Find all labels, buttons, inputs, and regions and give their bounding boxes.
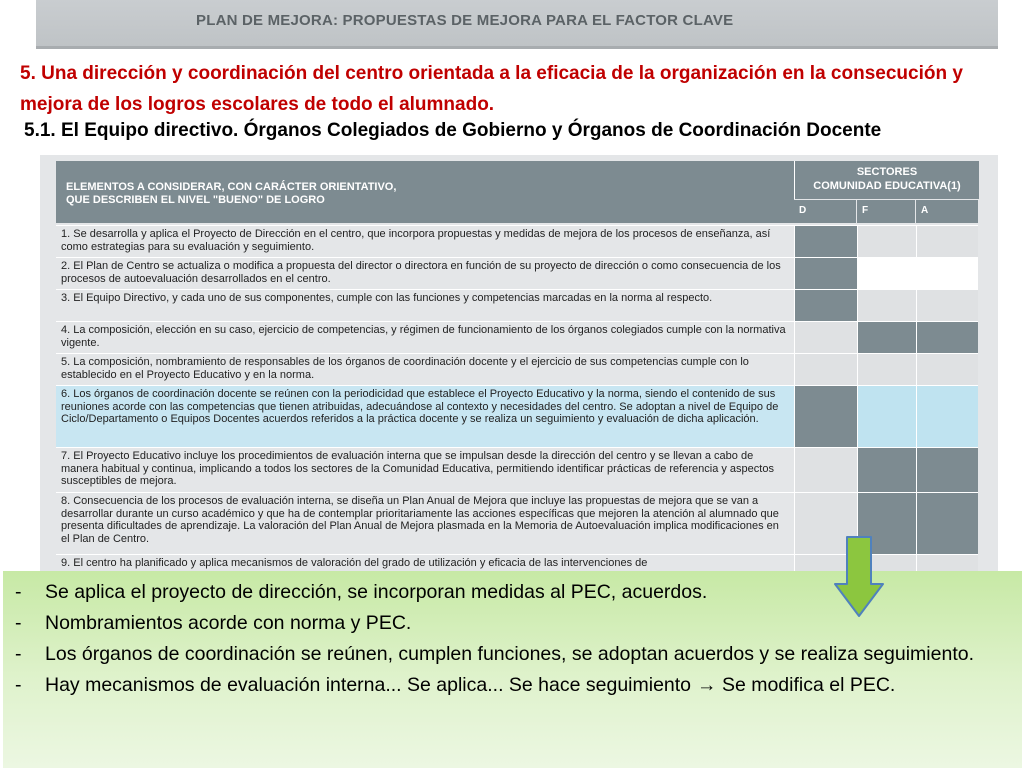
- table-cell-f: [857, 386, 916, 448]
- table-row-text: 2. El Plan de Centro se actualiza o modifica a propuesta del director o directora en función de su proyecto de dirección o como consecuencia de los procesos de autoevaluación desarrollados en el centro.: [61, 260, 781, 285]
- table-row: [56, 353, 978, 386]
- sector-columns: [794, 200, 978, 223]
- down-arrow-icon: [834, 536, 884, 618]
- table-cell-f: [857, 226, 916, 258]
- summary-text-tail: Se modifica el PEC.: [716, 674, 896, 696]
- table-header-elements: [56, 161, 794, 223]
- table-header-sectors-label: SECTORES COMUNIDAD EDUCATIVA(1): [813, 166, 961, 192]
- summary-text: Nombramientos acorde con norma y PEC.: [45, 612, 412, 634]
- table-cell-d: [794, 290, 857, 322]
- table-cell-d: [794, 448, 857, 493]
- bullet-dash: -: [15, 612, 22, 634]
- criteria-table: [40, 155, 998, 573]
- table-row: [56, 257, 978, 290]
- bullet-dash: -: [15, 581, 22, 603]
- table-row: [56, 289, 978, 322]
- table-cell-a: [916, 226, 978, 258]
- table-cell-d: [794, 386, 857, 448]
- table-cell-a: [916, 290, 978, 322]
- banner-title: PLAN DE MEJORA: PROPUESTAS DE MEJORA PARA EL FACTOR CLAVE: [196, 12, 734, 29]
- table-row: [56, 385, 978, 448]
- table-cell-d: [794, 354, 857, 386]
- bullet-dash: -: [15, 643, 22, 665]
- table-cell-a: [916, 386, 978, 448]
- table-cell-a: [916, 448, 978, 493]
- table-cell-a: [916, 258, 978, 290]
- column-d: D: [794, 200, 856, 223]
- summary-item: [15, 670, 1015, 701]
- table-row-text: 4. La composición, elección en su caso, ejercicio de competencias, y régimen de funcionamiento de los órganos colegiados cumple con la normativa vigente.: [61, 324, 786, 349]
- bullet-dash: -: [15, 674, 22, 696]
- table-cell-f: [857, 448, 916, 493]
- column-f: F: [857, 200, 915, 223]
- column-a: A: [916, 200, 978, 223]
- summary-text: Hay mecanismos de evaluación interna... Se aplica... Se hace seguimiento: [45, 674, 692, 696]
- table-cell-d: [794, 258, 857, 290]
- table-row-text: 5. La composición, nombramiento de responsables de los órganos de coordinación docente y el ejercicio de sus competencias cumple con lo establecido en el Proyecto Educativo y en la norma.: [61, 356, 749, 381]
- table-cell-a: [916, 354, 978, 386]
- table-row: [56, 225, 978, 258]
- table-cell-d: [794, 322, 857, 354]
- title-banner: [36, 0, 998, 49]
- table-row-text: 3. El Equipo Directivo, y cada uno de sus componentes, cumple con las funciones y competencias marcadas en la norma al respecto.: [61, 292, 713, 304]
- table-row-text: 8. Consecuencia de los procesos de evaluación interna, se diseña un Plan Anual de Mejora que incluye las propuestas de mejora que se van a desarrollar durante un curso académico y que ha de contemplar prioritariamente las acciones específicas que mejoren la atención al alumnado que presenta dificultades de aprendizaje. La valoración del Plan Anual de Mejora plasmada en la Memoria de Autoevaluación implica modificaciones en el Plan de Centro.: [61, 495, 779, 545]
- section-heading: 5. Una dirección y coordinación del centro orientada a la eficacia de la organización en la consecución y mejora de los logros escolares de todo el alumnado.: [20, 63, 963, 115]
- table-cell-f: [857, 354, 916, 386]
- table-header-elements-label: ELEMENTOS A CONSIDERAR, CON CARÁCTER ORIENTATIVO, QUE DESCRIBEN EL NIVEL "BUENO" DE LOGRO: [66, 181, 397, 206]
- summary-item: [15, 639, 1015, 670]
- table-cell-a: [916, 493, 978, 555]
- summary-text: Los órganos de coordinación se reúnen, cumplen funciones, se adoptan acuerdos y se realiza seguimiento.: [45, 643, 975, 665]
- summary-text: Se aplica el proyecto de dirección, se incorporan medidas al PEC, acuerdos.: [45, 581, 708, 603]
- table-cell-f: [857, 290, 916, 322]
- table-row-text: 9. El centro ha planificado y aplica mecanismos de valoración del grado de utilización y eficacia de las intervenciones de: [61, 557, 648, 569]
- table-cell-f: [857, 322, 916, 354]
- table-cell-d: [794, 226, 857, 258]
- table-row: [56, 321, 978, 354]
- table-header-sectors: [794, 161, 979, 199]
- table-row-text: 7. El Proyecto Educativo incluye los procedimientos de evaluación interna que se impulsan desde la dirección del centro y se llevan a cabo de manera habitual y continua, implicando a todos los sectores de la Comunidad Educativa, permitiendo identificar prácticas de referencia y aspectos susceptibles de mejora.: [61, 450, 774, 487]
- table-row-text: 1. Se desarrolla y aplica el Proyecto de Dirección en el centro, que incorpora propuestas y medidas de mejora de los procesos de enseñanza, así como estrategias para su evaluación y seguimiento.: [61, 228, 771, 253]
- table-row: [56, 447, 978, 493]
- table-row-text: 6. Los órganos de coordinación docente se reúnen con la periodicidad que establece el Proyecto Educativo y la norma, siendo el contenido de sus reuniones acorde con las competencias que tienen atribuidas, adecuándose al contexto y necesidades del centro. Se adoptan a nivel de Equipo de Ciclo/Departamento o Equipos Docentes acuerdos referidos a la práctica docente y se realiza un seguimiento y evaluación de dicha aplicación.: [61, 388, 779, 425]
- table-cell-a: [916, 322, 978, 354]
- right-arrow-icon: →: [697, 674, 717, 696]
- table-cell-f: [857, 258, 916, 290]
- section-subheading: 5.1. El Equipo directivo. Órganos Colegiados de Gobierno y Órganos de Coordinación Docente: [24, 120, 882, 141]
